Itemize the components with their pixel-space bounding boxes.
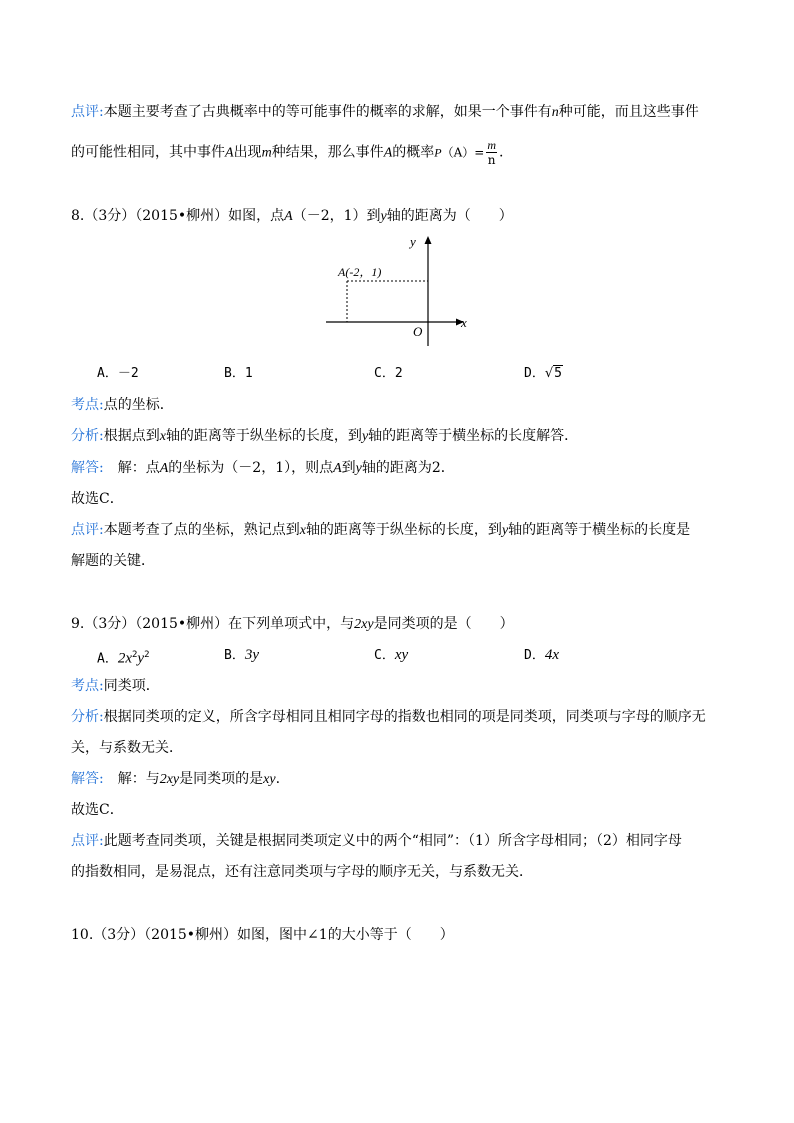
- q7-comment-text: 种结果，那么事件: [271, 144, 384, 161]
- var-m: m: [261, 145, 272, 161]
- var-x: x: [299, 523, 306, 538]
- q9-comment-line-2: 的指数相同，是易混点，还有注意同类项与字母的顺序无关，与系数无关．: [71, 864, 533, 880]
- label-origin: O: [413, 324, 423, 339]
- point-label: 考点:: [71, 397, 104, 413]
- label-y: y: [410, 234, 416, 249]
- var-A: A: [284, 209, 293, 224]
- var-y: y: [355, 461, 362, 476]
- q8-answer-text: 解：点: [103, 460, 160, 476]
- q7-comment-text: 本题主要考查了古典概率中的等可能事件的概率的求解，如果一个事件有: [103, 104, 552, 120]
- answer-label: 解答:: [71, 771, 104, 787]
- option-math: y: [137, 650, 145, 667]
- fraction-denominator: n: [487, 153, 496, 167]
- q9-analysis-line-2: 关，与系数无关．: [71, 740, 183, 756]
- q8-analysis-text: 轴的距离等于横坐标的长度解答．: [368, 428, 579, 444]
- q8-answer-text: 的坐标为（－2，1），则点: [168, 460, 334, 476]
- q8-comment-line-2: 解题的关键．: [71, 553, 155, 569]
- q7-comment-line-1: [71, 102, 699, 123]
- q9-choose: 故选C．: [71, 802, 124, 818]
- math-term: 2xy: [354, 617, 374, 632]
- var-y: y: [361, 429, 369, 444]
- var-y: y: [380, 209, 387, 224]
- sqrt-radicand: 5: [554, 366, 562, 381]
- q9-option-a: [97, 645, 150, 669]
- q9-answer: [71, 769, 280, 790]
- q7-comment-text: 出现: [233, 144, 262, 161]
- var-y: y: [501, 523, 509, 538]
- q9-option-d: [524, 645, 559, 666]
- q9-option-c: [374, 645, 408, 666]
- comment-label: 点评:: [71, 522, 104, 538]
- option-math: 4x: [544, 647, 559, 663]
- comment-label: 点评:: [71, 833, 104, 849]
- analysis-label: 分析:: [71, 709, 104, 725]
- q8-analysis-text: 轴的距离等于纵坐标的长度，到: [165, 428, 362, 444]
- q9-point-text: 同类项．: [103, 678, 160, 694]
- var-n: n: [551, 105, 559, 120]
- label-point-a: A(-2，1): [338, 265, 382, 279]
- q8-stem-text: 轴的距离为（ ）: [386, 208, 513, 224]
- var-A: A: [383, 145, 393, 161]
- q10-stem: 10.（3分）（2015•柳州）如图，图中∠1的大小等于（ ）: [71, 927, 454, 943]
- q8-coordinate-figure: [320, 232, 480, 352]
- option-math: xy: [394, 647, 409, 663]
- q8-option-d-prefix: D．: [524, 366, 545, 381]
- option-prefix: A．: [97, 651, 118, 667]
- exponent: 2: [132, 650, 138, 660]
- q8-option-a: A．－2: [97, 366, 139, 381]
- q9-stem: [71, 614, 514, 635]
- fraction-numerator: m: [487, 138, 496, 152]
- q9-stem-text: 9.（3分）（2015•柳州）在下列单项式中，与: [71, 616, 355, 632]
- var-P: P: [434, 145, 442, 160]
- q9-answer-text: 解：与: [103, 771, 160, 787]
- exponent: 2: [144, 650, 150, 660]
- q9-comment-text: 此题考查同类项，关键是根据同类项定义中的两个“相同”：（1）所含字母相同；（2）相同字母: [103, 833, 682, 849]
- q8-analysis-text: 根据点到: [103, 428, 160, 444]
- comment-label: 点评:: [71, 104, 104, 120]
- answer-label: 解答:: [71, 460, 104, 476]
- math-term: xy: [263, 772, 276, 787]
- var-A: A: [225, 145, 234, 161]
- q8-choose: 故选C．: [71, 491, 124, 507]
- q9-point: [71, 676, 160, 696]
- var-A: A: [159, 461, 169, 476]
- q9-stem-text: 是同类项的是（ ）: [373, 616, 514, 632]
- q8-point: [71, 395, 174, 415]
- q7-comment-text: 种可能，而且这些事件: [558, 104, 699, 120]
- option-prefix: C．: [374, 648, 395, 663]
- q8-stem-text: （－2，1）到: [292, 208, 381, 224]
- option-prefix: B．: [224, 648, 245, 663]
- q9-answer-text: .: [275, 771, 281, 787]
- q8-answer-text: 轴的距离为2．: [361, 460, 455, 476]
- q9-analysis-line-1: [71, 707, 706, 727]
- q8-comment-text: 轴的距离等于横坐标的长度是: [508, 522, 691, 538]
- analysis-label: 分析:: [71, 428, 104, 444]
- point-label: 考点:: [71, 678, 104, 694]
- q8-option-c: C．2: [374, 366, 403, 381]
- q9-option-b: [224, 645, 259, 666]
- option-prefix: D．: [524, 648, 545, 663]
- q8-answer: [71, 458, 455, 479]
- var-A: A: [333, 461, 342, 476]
- var-x: x: [159, 429, 166, 444]
- q7-comment-text: 的概率: [392, 144, 435, 161]
- label-x: x: [461, 315, 467, 330]
- q7-comment-text: .: [499, 144, 504, 161]
- q9-answer-text: 是同类项的是: [179, 771, 264, 787]
- math-term: 2xy: [159, 772, 180, 787]
- q8-comment-text: 轴的距离等于纵坐标的长度，到: [305, 522, 502, 538]
- q8-option-d: [524, 364, 563, 384]
- option-math: 2x: [117, 650, 132, 667]
- q8-comment-line-1: [71, 520, 690, 541]
- q8-stem: [71, 206, 513, 227]
- q8-answer-text: 到: [341, 460, 356, 476]
- q7-comment-text: （A）=: [441, 145, 485, 160]
- q7-comment-line-2: [71, 138, 503, 167]
- q8-option-b: B．1: [224, 366, 253, 381]
- q8-point-text: 点的坐标．: [103, 397, 174, 413]
- q9-analysis-text: 根据同类项的定义，所含字母相同且相同字母的指数也相同的项是同类项，同类项与字母的顺序无: [103, 709, 706, 725]
- q8-analysis: [71, 426, 578, 447]
- q8-stem-text: 8.（3分）（2015•柳州）如图，点: [71, 208, 285, 224]
- y-axis-arrow: [425, 236, 432, 244]
- q9-comment-line-1: [71, 831, 682, 851]
- probability-fraction: [486, 138, 497, 167]
- sqrt-symbol: √: [544, 366, 554, 381]
- option-math: 3y: [244, 647, 259, 663]
- q8-comment-text: 本题考查了点的坐标，熟记点到: [103, 522, 300, 538]
- q7-comment-text: 的可能性相同，其中事件: [71, 144, 225, 161]
